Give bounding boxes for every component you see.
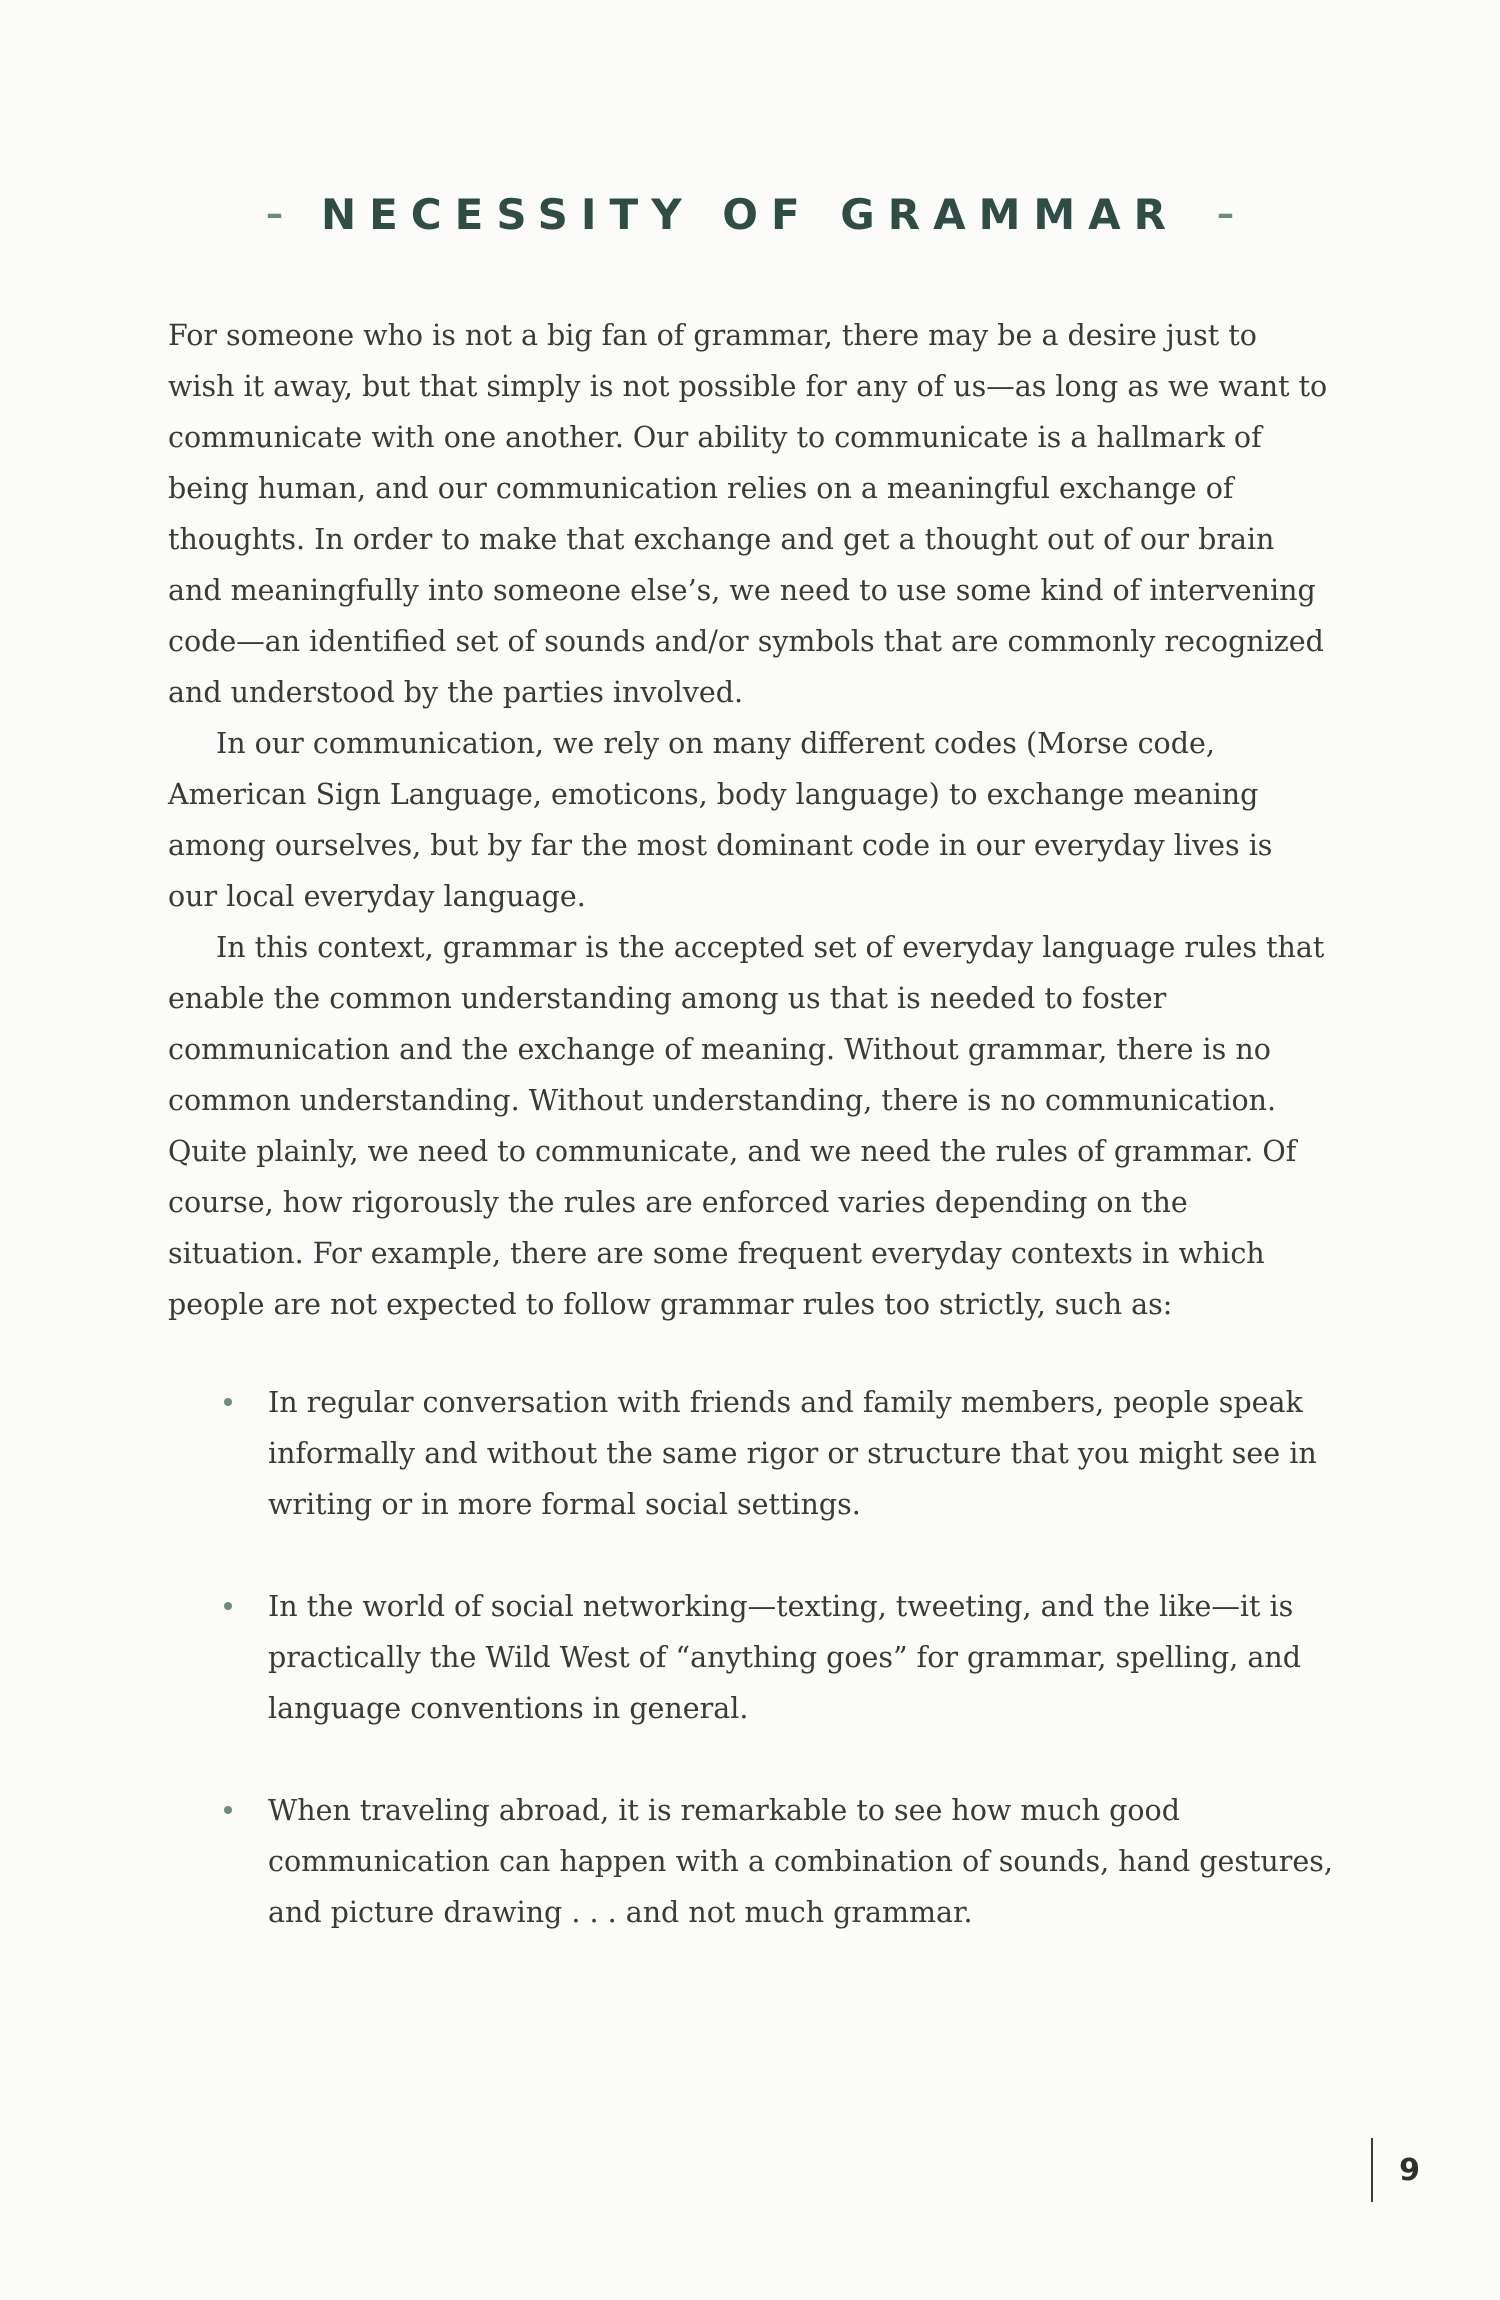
heading-dash-left: – [265,194,283,234]
page-number: 9 [1399,2152,1420,2188]
paragraph: For someone who is not a big fan of grammar, there may be a desire just to wish it away, but that simply is not possible for any of us—as long as we want to communicate with one another. Our ability to communicate is a hallmark of being human, and our communication relies on a meaningful exchange of thoughts. In order to make that exchange and get a thought out of our brain and meaningfully into someone else’s, we need to use some kind of intervening code—an identified set of sounds and/or symbols that are commonly recognized and understood by the parties involved. [168,319,1328,709]
section-heading [0,190,1500,239]
bullet-icon [224,1602,232,1610]
bullet-icon [224,1806,232,1814]
list-item-text: When traveling abroad, it is remarkable to see how much good communication can happen with a combination of sounds, hand gestures, and picture drawing . . . and not much grammar. [268,1794,1333,1929]
list-item-text: In the world of social networking—texting, tweeting, and the like—it is practically the Wild West of “anything goes” for grammar, spelling, and language conventions in general. [268,1590,1301,1725]
list-item [224,1377,1334,1530]
list-item [224,1581,1334,1734]
body-text [168,310,1328,1330]
bullet-list [224,1377,1334,1989]
heading-title: NECESSITY OF GRAMMAR [320,190,1180,239]
list-item-text: In regular conversation with friends and family members, people speak informally and without the same rigor or structure that you might see in writing or in more formal social settings. [268,1386,1317,1521]
page-number-divider [1371,2138,1373,2202]
paragraph: In this context, grammar is the accepted set of everyday language rules that enable the common understanding among us that is needed to foster communication and the exchange of meaning. Without grammar, there is no common understanding. Without understanding, there is no communication. Quite plainly, we need to communicate, and we need the rules of grammar. Of course, how rigorously the rules are enforced varies depending on the situation. For example, there are some frequent everyday contexts in which people are not expected to follow grammar rules too strictly, such as: [168,931,1325,1321]
bullet-icon [224,1398,232,1406]
paragraph: In our communication, we rely on many different codes (Morse code, American Sign Language, emoticons, body language) to exchange meaning among ourselves, but by far the most dominant code in our everyday lives is our local everyday language. [168,727,1273,913]
list-item [224,1785,1334,1938]
page-footer [1371,2140,1420,2200]
heading-dash-right: – [1217,194,1235,234]
